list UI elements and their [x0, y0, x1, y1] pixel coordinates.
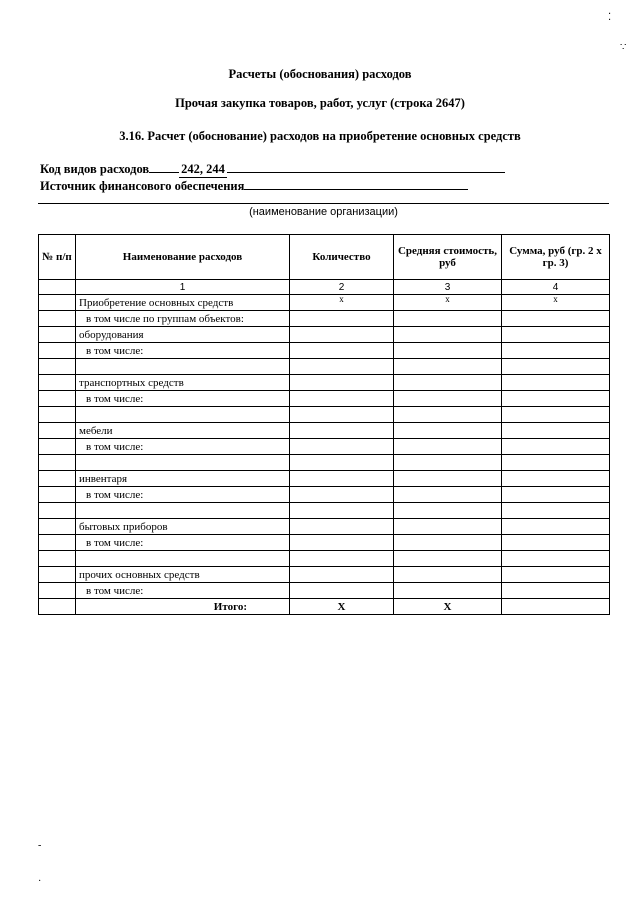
table-row [39, 391, 610, 407]
table-row [39, 439, 610, 455]
total-empty-cell [39, 599, 76, 615]
row-value-cell [290, 471, 394, 487]
row-value-cell [290, 423, 394, 439]
document-subtitle: Прочая закупка товаров, работ, услуг (строка 2647) [175, 96, 465, 110]
total-value-cell: X [394, 599, 502, 615]
row-number-cell [39, 455, 76, 471]
row-number-cell [39, 535, 76, 551]
row-name-cell: в том числе по группам объектов: [76, 311, 290, 327]
header-name: Наименование расходов [76, 235, 290, 280]
row-number-cell [39, 407, 76, 423]
header-avg-cost: Средняя стоимость, руб [394, 235, 502, 280]
row-value-cell [502, 567, 610, 583]
row-value-cell [394, 327, 502, 343]
row-number-cell [39, 471, 76, 487]
row-value-cell [290, 359, 394, 375]
table-row [39, 471, 610, 487]
row-value-cell [394, 311, 502, 327]
table-row [39, 327, 610, 343]
row-value-cell [394, 375, 502, 391]
row-name-cell [76, 407, 290, 423]
row-value-cell [394, 423, 502, 439]
row-value-cell [290, 407, 394, 423]
table-row [39, 407, 610, 423]
row-value-cell [502, 375, 610, 391]
row-value-cell [502, 311, 610, 327]
total-label: Итого: [76, 599, 290, 615]
table-row [39, 455, 610, 471]
margin-mark: ∵ [620, 42, 627, 53]
row-name-cell [76, 551, 290, 567]
row-name-cell [76, 359, 290, 375]
row-value-cell [394, 343, 502, 359]
row-value-cell [502, 519, 610, 535]
row-name-cell: Приобретение основных средств [76, 295, 290, 311]
table-row [39, 343, 610, 359]
row-value-cell [394, 471, 502, 487]
column-number: 2 [290, 280, 394, 295]
row-value-cell [394, 455, 502, 471]
table-row [39, 423, 610, 439]
row-value-cell [502, 343, 610, 359]
row-value-cell [394, 551, 502, 567]
row-value-cell [502, 503, 610, 519]
column-number: 1 [76, 280, 290, 295]
row-value-cell: x [290, 295, 394, 311]
row-number-cell [39, 487, 76, 503]
row-value-cell [290, 503, 394, 519]
row-name-cell [76, 503, 290, 519]
row-value-cell [394, 407, 502, 423]
row-value-cell [290, 535, 394, 551]
table-row [39, 551, 610, 567]
row-value-cell [394, 567, 502, 583]
row-value-cell [502, 439, 610, 455]
row-value-cell [394, 391, 502, 407]
row-value-cell [502, 583, 610, 599]
row-name-cell: в том числе: [76, 439, 290, 455]
row-number-cell [39, 567, 76, 583]
row-name-cell: мебели [76, 423, 290, 439]
organization-caption: (наименование организации) [249, 206, 398, 218]
table-row [39, 487, 610, 503]
row-number-cell [39, 583, 76, 599]
row-number-cell [39, 343, 76, 359]
column-number: 3 [394, 280, 502, 295]
row-number-cell [39, 375, 76, 391]
row-value-cell [290, 327, 394, 343]
margin-mark: · [38, 876, 42, 887]
row-value-cell [394, 583, 502, 599]
row-value-cell [290, 567, 394, 583]
row-value-cell [394, 439, 502, 455]
funding-source-field [40, 177, 468, 194]
table-row [39, 583, 610, 599]
row-value-cell [502, 551, 610, 567]
table-row [39, 295, 610, 311]
total-value-cell: X [290, 599, 394, 615]
row-number-cell [39, 519, 76, 535]
row-value-cell [290, 551, 394, 567]
row-name-cell: прочих основных средств [76, 567, 290, 583]
table-row [39, 567, 610, 583]
table-row [39, 519, 610, 535]
row-value-cell [502, 407, 610, 423]
table-row [39, 311, 610, 327]
row-value-cell [290, 455, 394, 471]
row-number-cell [39, 391, 76, 407]
row-value-cell [502, 359, 610, 375]
row-name-cell: в том числе: [76, 535, 290, 551]
table-row [39, 535, 610, 551]
expense-code-label: Код видов расходов [40, 162, 150, 176]
row-value-cell [290, 583, 394, 599]
row-value-cell [394, 503, 502, 519]
row-number-cell [39, 423, 76, 439]
row-number-cell [39, 439, 76, 455]
row-number-cell [39, 295, 76, 311]
row-value-cell [502, 423, 610, 439]
expense-code-value: 242, 244 [181, 162, 225, 176]
row-value-cell [290, 439, 394, 455]
expenses-table [38, 234, 610, 615]
row-name-cell: оборудования [76, 327, 290, 343]
document-title: Расчеты (обоснования) расходов [228, 67, 412, 81]
row-value-cell [502, 487, 610, 503]
funding-source-label: Источник финансового обеспечения [40, 179, 245, 193]
row-name-cell [76, 455, 290, 471]
table-row [39, 375, 610, 391]
row-value-cell [502, 327, 610, 343]
row-number-cell [39, 551, 76, 567]
row-value-cell [290, 311, 394, 327]
margin-mark: - [38, 840, 42, 851]
header-quantity: Количество [290, 235, 394, 280]
row-value-cell [394, 487, 502, 503]
row-value-cell [502, 391, 610, 407]
column-numbers-row [39, 280, 610, 295]
row-value-cell [394, 359, 502, 375]
row-value-cell [290, 487, 394, 503]
organization-line [38, 203, 609, 204]
row-value-cell [502, 471, 610, 487]
row-value-cell [290, 343, 394, 359]
row-name-cell: в том числе: [76, 391, 290, 407]
column-number-empty [39, 280, 76, 295]
table-row [39, 503, 610, 519]
table-row [39, 359, 610, 375]
row-name-cell: в том числе: [76, 583, 290, 599]
row-value-cell [290, 519, 394, 535]
row-number-cell [39, 327, 76, 343]
total-row [39, 599, 610, 615]
row-number-cell [39, 311, 76, 327]
header-number: № п/п [39, 235, 76, 280]
header-sum: Сумма, руб (гр. 2 х гр. 3) [502, 235, 610, 280]
row-name-cell: в том числе: [76, 487, 290, 503]
expense-code-field [40, 160, 505, 178]
row-value-cell [394, 519, 502, 535]
row-value-cell [290, 391, 394, 407]
row-name-cell: в том числе: [76, 343, 290, 359]
total-value-cell [502, 599, 610, 615]
margin-mark: ⁚ [608, 12, 612, 23]
column-number: 4 [502, 280, 610, 295]
row-value-cell: x [394, 295, 502, 311]
row-number-cell [39, 359, 76, 375]
row-name-cell: инвентаря [76, 471, 290, 487]
row-value-cell [394, 535, 502, 551]
row-value-cell [502, 455, 610, 471]
row-number-cell [39, 503, 76, 519]
row-name-cell: бытовых приборов [76, 519, 290, 535]
section-title: 3.16. Расчет (обоснование) расходов на приобретение основных средств [119, 129, 521, 143]
row-name-cell: транспортных средств [76, 375, 290, 391]
row-value-cell [502, 535, 610, 551]
row-value-cell [290, 375, 394, 391]
row-value-cell: x [502, 295, 610, 311]
